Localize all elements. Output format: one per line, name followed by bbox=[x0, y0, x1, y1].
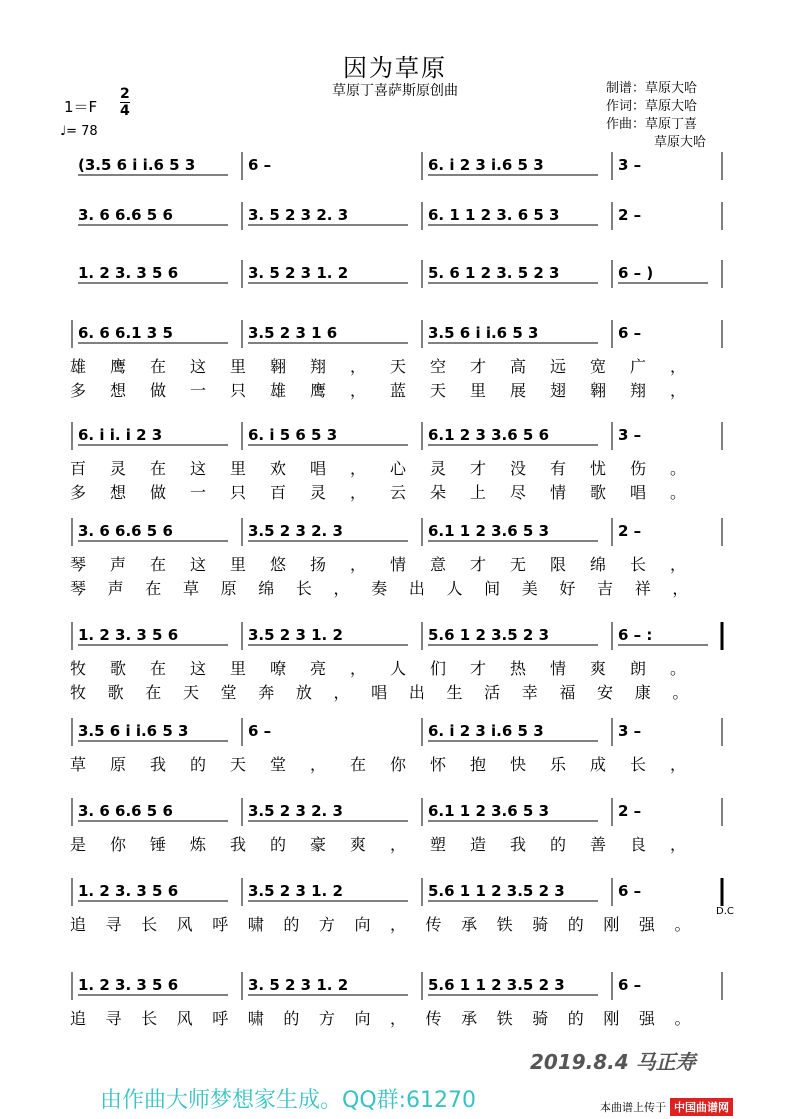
lyric-char: 呼 bbox=[212, 915, 229, 934]
lyric-char: 才 bbox=[470, 459, 487, 478]
lyric-char: 展 bbox=[510, 381, 527, 400]
lyric-line bbox=[70, 752, 730, 774]
lyric-char: ， bbox=[670, 835, 687, 854]
notation-line bbox=[70, 970, 730, 1004]
lyric-char: 人 bbox=[446, 579, 463, 598]
lyric-char: 翅 bbox=[550, 381, 567, 400]
lyric-char: 没 bbox=[510, 459, 527, 478]
upload-text: 本曲谱上传于 bbox=[600, 1100, 666, 1114]
lyric-char: 这 bbox=[190, 357, 207, 376]
lyric-char: 铁 bbox=[496, 915, 513, 934]
lyric-char: 雄 bbox=[70, 357, 87, 376]
lyric-char: 传 bbox=[425, 915, 442, 934]
lyric-char: 寻 bbox=[105, 1009, 122, 1028]
lyric-char: 天 bbox=[182, 683, 199, 702]
lyric-char: 刚 bbox=[603, 1009, 620, 1028]
lyric-char: ， bbox=[350, 483, 367, 502]
lyric-char: ， bbox=[350, 459, 367, 478]
lyric-char: 伤 bbox=[630, 459, 647, 478]
meter-bottom: 4 bbox=[120, 103, 130, 119]
tempo-marking bbox=[60, 124, 98, 139]
lyric-char: 情 bbox=[550, 659, 567, 678]
notation-line bbox=[70, 716, 730, 750]
lyric-char: 的 bbox=[283, 915, 300, 934]
score-title: 因为草原 bbox=[343, 54, 447, 82]
lyric-char: 呼 bbox=[212, 1009, 229, 1028]
lyric-char: 远 bbox=[550, 357, 567, 376]
lyric-char: 无 bbox=[510, 555, 527, 574]
measure-notes: 1. 2 3. 3 5 6 bbox=[78, 976, 179, 994]
measure-notes: 1. 2 3. 3 5 6 bbox=[78, 882, 179, 900]
lyric-char: 承 bbox=[461, 1009, 478, 1028]
lyric-char: 。 bbox=[672, 683, 689, 702]
lyric-char: 锤 bbox=[150, 835, 167, 854]
lyric-char: 风 bbox=[176, 915, 193, 934]
lyric-char: 在 bbox=[150, 357, 167, 376]
lyric-char: 的 bbox=[270, 835, 287, 854]
lyric-char: 原 bbox=[220, 579, 237, 598]
lyric-char: 里 bbox=[230, 659, 247, 678]
notation-line bbox=[70, 516, 730, 550]
lyric-char: 造 bbox=[470, 835, 487, 854]
notation-line bbox=[70, 150, 730, 184]
key-signature: 1＝F bbox=[64, 98, 98, 116]
notation-line bbox=[70, 200, 730, 234]
lyric-char: 这 bbox=[190, 459, 207, 478]
lyric-char: ， bbox=[350, 659, 367, 678]
lyric-char: 塑 bbox=[430, 835, 447, 854]
measure-notes: 3. 5 2 3 1. 2 bbox=[248, 264, 349, 282]
lyric-char: ， bbox=[310, 755, 327, 774]
lyric-char: 限 bbox=[550, 555, 567, 574]
notation-line bbox=[70, 620, 730, 654]
measure-notes: 6 – bbox=[618, 976, 642, 994]
lyric-char: 声 bbox=[107, 579, 124, 598]
lyric-char: 是 bbox=[70, 835, 87, 854]
lyric-char: 情 bbox=[390, 555, 407, 574]
lyric-char: 。 bbox=[670, 659, 687, 678]
measure-notes: 6 – ) bbox=[618, 264, 654, 282]
lyric-char: 欢 bbox=[270, 459, 287, 478]
lyric-char: 成 bbox=[590, 755, 607, 774]
lyric-line bbox=[70, 680, 730, 702]
measure-notes: 3.5 6 i i.6 5 3 bbox=[78, 722, 189, 740]
lyric-char: 灵 bbox=[110, 459, 127, 478]
lyric-char: 承 bbox=[461, 915, 478, 934]
lyric-char: 才 bbox=[470, 555, 487, 574]
measure-notes: 2 – bbox=[618, 206, 642, 224]
lyric-line bbox=[70, 656, 730, 678]
lyric-char: 啸 bbox=[247, 915, 264, 934]
lyric-char: ， bbox=[670, 555, 687, 574]
lyric-char: 人 bbox=[390, 659, 407, 678]
lyric-char: 琴 bbox=[70, 579, 87, 598]
lyric-char: 牧 bbox=[70, 683, 87, 702]
lyric-char: 牧 bbox=[70, 659, 87, 678]
lyric-char: 铁 bbox=[496, 1009, 513, 1028]
credit-line: 作词：草原大哈 bbox=[606, 99, 698, 114]
measure-notes: 3. 6 6.6 5 6 bbox=[78, 522, 173, 540]
lyric-char: 高 bbox=[510, 357, 527, 376]
lyric-char: 强 bbox=[638, 1009, 655, 1028]
lyric-char: 方 bbox=[318, 915, 335, 934]
measure-notes: 6. i i. i 2 3 bbox=[78, 426, 163, 444]
lyric-char: 豪 bbox=[310, 835, 327, 854]
measure-notes: 6 – bbox=[248, 156, 272, 174]
lyric-char: 我 bbox=[230, 835, 247, 854]
measure-notes: 6. 1 1 2 3. 6 5 3 bbox=[428, 206, 560, 224]
time-signature bbox=[120, 86, 130, 119]
lyric-line bbox=[70, 552, 730, 574]
lyric-char: 里 bbox=[230, 555, 247, 574]
lyric-char: 的 bbox=[283, 1009, 300, 1028]
lyric-char: 绵 bbox=[590, 555, 607, 574]
lyric-char: 天 bbox=[430, 381, 447, 400]
lyric-line bbox=[70, 378, 730, 400]
lyric-char: 原 bbox=[110, 755, 127, 774]
measure-notes: 6 – : bbox=[618, 626, 653, 644]
lyric-char: 云 bbox=[390, 483, 407, 502]
measure-notes: 2 – bbox=[618, 802, 642, 820]
lyric-char: 的 bbox=[190, 755, 207, 774]
lyric-char: 啸 bbox=[247, 1009, 264, 1028]
lyric-char: 歌 bbox=[590, 483, 607, 502]
quarter-note-icon: ♩ bbox=[60, 124, 67, 139]
measure-notes: 1. 2 3. 3 5 6 bbox=[78, 626, 179, 644]
lyric-char: 翔 bbox=[310, 357, 327, 376]
lyric-char: 出 bbox=[408, 683, 425, 702]
lyric-char: 风 bbox=[176, 1009, 193, 1028]
lyric-char: 在 bbox=[145, 579, 162, 598]
measure-notes: 5.6 1 2 3.5 2 3 bbox=[428, 626, 550, 644]
lyric-char: 灵 bbox=[430, 459, 447, 478]
lyric-char: 扬 bbox=[310, 555, 327, 574]
lyric-line bbox=[70, 912, 730, 934]
lyric-char: 想 bbox=[110, 381, 127, 400]
measure-notes: 3. 5 2 3 1. 2 bbox=[248, 976, 349, 994]
lyric-char: 传 bbox=[425, 1009, 442, 1028]
credit-line: 制谱：草原大哈 bbox=[606, 81, 698, 96]
lyric-char: 天 bbox=[230, 755, 247, 774]
meter-top: 2 bbox=[120, 86, 130, 102]
lyric-char: 出 bbox=[408, 579, 425, 598]
footer-promo: 由作曲大师梦想家生成。QQ群:61270 bbox=[100, 1088, 477, 1113]
measure-notes: 3. 5 2 3 2. 3 bbox=[248, 206, 349, 224]
lyric-char: 善 bbox=[590, 835, 607, 854]
credits bbox=[606, 80, 706, 152]
lyric-char: ， bbox=[670, 357, 687, 376]
lyric-char: 只 bbox=[230, 381, 247, 400]
measure-notes: 6. 6 6.1 3 5 bbox=[78, 324, 173, 342]
measure-notes: 6.1 1 2 3.6 5 3 bbox=[428, 522, 550, 540]
lyric-char: 寻 bbox=[105, 915, 122, 934]
lyric-line bbox=[70, 456, 730, 478]
lyric-char: ， bbox=[672, 579, 689, 598]
lyric-char: 草 bbox=[182, 579, 199, 598]
measure-notes: 3.5 2 3 1. 2 bbox=[248, 626, 343, 644]
lyric-char: 我 bbox=[510, 835, 527, 854]
notation-line bbox=[70, 420, 730, 454]
measure-notes: 3.5 6 i i.6 5 3 bbox=[428, 324, 539, 342]
lyric-char: 声 bbox=[110, 555, 127, 574]
lyric-char: 堂 bbox=[220, 683, 237, 702]
measure-notes: 6. i 2 3 i.6 5 3 bbox=[428, 722, 544, 740]
lyric-char: 广 bbox=[630, 357, 647, 376]
lyric-char: 做 bbox=[150, 381, 167, 400]
measure-notes: 6. i 2 3 i.6 5 3 bbox=[428, 156, 544, 174]
lyric-char: 你 bbox=[110, 835, 127, 854]
lyric-char: 长 bbox=[295, 579, 312, 598]
lyric-char: 的 bbox=[567, 915, 584, 934]
lyric-char: 的 bbox=[550, 835, 567, 854]
lyric-char: 生 bbox=[446, 683, 463, 702]
lyric-char: 绵 bbox=[258, 579, 275, 598]
credit-line: 作曲：草原丁喜 bbox=[606, 117, 698, 132]
measure-notes: 6 – bbox=[248, 722, 272, 740]
dc-marking: D.C bbox=[716, 906, 734, 917]
score-subtitle: 草原丁喜萨斯原创曲 bbox=[332, 83, 458, 99]
lyric-char: 热 bbox=[510, 659, 527, 678]
measure-notes: 5.6 1 1 2 3.5 2 3 bbox=[428, 882, 565, 900]
measure-notes: 3 – bbox=[618, 156, 642, 174]
lyric-char: 们 bbox=[430, 659, 447, 678]
lyric-char: 草 bbox=[70, 755, 87, 774]
lyric-char: 。 bbox=[670, 459, 687, 478]
tempo-value: = 78 bbox=[66, 124, 98, 139]
measure-notes: 6. i 5 6 5 3 bbox=[248, 426, 338, 444]
lyric-char: 怀 bbox=[430, 755, 447, 774]
lyric-line bbox=[70, 576, 730, 598]
lyric-char: 堂 bbox=[270, 755, 287, 774]
lyric-char: 一 bbox=[190, 483, 207, 502]
lyric-char: 唱 bbox=[630, 483, 647, 502]
lyric-char: 心 bbox=[390, 459, 407, 478]
lyric-char: ， bbox=[670, 381, 687, 400]
lyric-char: 在 bbox=[150, 659, 167, 678]
measure-notes: 3.5 2 3 1 6 bbox=[248, 324, 338, 342]
lyric-char: 嘹 bbox=[270, 659, 287, 678]
measure-notes: 6 – bbox=[618, 324, 642, 342]
measure-notes: 5.6 1 1 2 3.5 2 3 bbox=[428, 976, 565, 994]
lyric-char: 空 bbox=[430, 357, 447, 376]
lyric-char: 乐 bbox=[550, 755, 567, 774]
measure-notes: 3.5 2 3 2. 3 bbox=[248, 802, 343, 820]
lyric-char: 多 bbox=[70, 381, 87, 400]
lyric-char: 亮 bbox=[310, 659, 327, 678]
lyric-char: 安 bbox=[597, 683, 614, 702]
lyric-char: 追 bbox=[70, 1009, 87, 1028]
lyric-char: 奔 bbox=[258, 683, 275, 702]
lyric-char: ， bbox=[350, 555, 367, 574]
lyric-char: 朗 bbox=[630, 659, 647, 678]
lyric-char: 我 bbox=[150, 755, 167, 774]
lyric-char: 祥 bbox=[634, 579, 651, 598]
lyric-char: 长 bbox=[630, 755, 647, 774]
measure-notes: 1. 2 3. 3 5 6 bbox=[78, 264, 179, 282]
credit-line: 草原大哈 bbox=[654, 135, 707, 150]
lyric-char: 这 bbox=[190, 555, 207, 574]
lyric-char: 蓝 bbox=[390, 381, 407, 400]
lyric-char: 一 bbox=[190, 381, 207, 400]
lyric-char: 多 bbox=[70, 483, 87, 502]
lyric-char: 情 bbox=[550, 483, 567, 502]
lyric-char: 良 bbox=[630, 835, 647, 854]
lyric-char: 骑 bbox=[532, 1009, 549, 1028]
lyric-char: 刚 bbox=[603, 915, 620, 934]
lyric-char: 百 bbox=[70, 459, 87, 478]
lyric-char: 朵 bbox=[430, 483, 447, 502]
lyric-char: 。 bbox=[674, 915, 691, 934]
lyric-char: 美 bbox=[521, 579, 538, 598]
lyric-char: 长 bbox=[141, 915, 158, 934]
notation-line bbox=[70, 318, 730, 352]
lyric-char: 幸 bbox=[521, 683, 538, 702]
lyric-char: 在 bbox=[150, 459, 167, 478]
date-signature: 2019.8.4 马正寿 bbox=[530, 1050, 696, 1074]
lyric-char: 灵 bbox=[310, 483, 327, 502]
lyric-char: 翱 bbox=[590, 381, 607, 400]
upload-badge[interactable] bbox=[600, 1094, 790, 1119]
lyric-char: 爽 bbox=[590, 659, 607, 678]
lyric-char: 做 bbox=[150, 483, 167, 502]
lyric-char: 向 bbox=[354, 915, 371, 934]
lyric-char: 在 bbox=[350, 755, 367, 774]
lyric-char: 唱 bbox=[371, 683, 388, 702]
lyric-char: ， bbox=[333, 579, 350, 598]
lyric-char: ， bbox=[350, 381, 367, 400]
measure-notes: 3. 6 6.6 5 6 bbox=[78, 802, 173, 820]
measure-notes: 3.5 2 3 1. 2 bbox=[248, 882, 343, 900]
measure-notes: 6 – bbox=[618, 882, 642, 900]
lyric-char: 吉 bbox=[597, 579, 614, 598]
lyric-char: 好 bbox=[559, 579, 576, 598]
lyric-char: 里 bbox=[230, 459, 247, 478]
measure-notes: 3.5 2 3 2. 3 bbox=[248, 522, 343, 540]
lyric-char: ， bbox=[390, 915, 407, 934]
lyric-char: 天 bbox=[390, 357, 407, 376]
lyric-char: 在 bbox=[150, 555, 167, 574]
lyric-char: 的 bbox=[567, 1009, 584, 1028]
measure-notes: 5. 6 1 2 3. 5 2 3 bbox=[428, 264, 560, 282]
lyric-char: 歌 bbox=[107, 683, 124, 702]
lyric-char: 康 bbox=[634, 683, 651, 702]
lyric-char: ， bbox=[333, 683, 350, 702]
lyric-char: 才 bbox=[470, 659, 487, 678]
lyric-char: 悠 bbox=[270, 555, 287, 574]
notation-line bbox=[70, 876, 730, 910]
lyric-char: 想 bbox=[110, 483, 127, 502]
lyric-char: 爽 bbox=[350, 835, 367, 854]
lyric-char: 抱 bbox=[470, 755, 487, 774]
lyric-char: 向 bbox=[354, 1009, 371, 1028]
site-logo[interactable]: 中国曲谱网 bbox=[670, 1098, 733, 1116]
lyric-char: 才 bbox=[470, 357, 487, 376]
lyric-char: 上 bbox=[470, 483, 487, 502]
measure-notes: (3.5 6 i i.6 5 3 bbox=[78, 156, 196, 174]
measure-notes: 2 – bbox=[618, 522, 642, 540]
lyric-char: 方 bbox=[318, 1009, 335, 1028]
lyric-char: 鹰 bbox=[110, 357, 127, 376]
lyric-char: 鹰 bbox=[310, 381, 327, 400]
lyric-char: 忧 bbox=[590, 459, 607, 478]
lyric-char: 里 bbox=[470, 381, 487, 400]
lyric-char: 歌 bbox=[110, 659, 127, 678]
measure-notes: 3 – bbox=[618, 722, 642, 740]
notation-line bbox=[70, 796, 730, 830]
lyric-char: 雄 bbox=[270, 381, 287, 400]
lyric-char: 这 bbox=[190, 659, 207, 678]
lyric-char: 长 bbox=[630, 555, 647, 574]
lyric-line bbox=[70, 1006, 730, 1028]
lyric-char: 意 bbox=[430, 555, 447, 574]
lyric-char: 骑 bbox=[532, 915, 549, 934]
lyric-char: ， bbox=[670, 755, 687, 774]
notation-line bbox=[70, 258, 730, 292]
lyric-char: 你 bbox=[390, 755, 407, 774]
lyric-char: 福 bbox=[559, 683, 576, 702]
measure-notes: 3. 6 6.6 5 6 bbox=[78, 206, 173, 224]
lyric-char: 翔 bbox=[630, 381, 647, 400]
lyric-line bbox=[70, 354, 730, 376]
measure-notes: 3 – bbox=[618, 426, 642, 444]
lyric-char: ， bbox=[350, 357, 367, 376]
lyric-char: 强 bbox=[638, 915, 655, 934]
lyric-char: 活 bbox=[484, 683, 501, 702]
lyric-char: ， bbox=[390, 835, 407, 854]
lyric-char: ， bbox=[390, 1009, 407, 1028]
lyric-char: 只 bbox=[230, 483, 247, 502]
lyric-char: 尽 bbox=[510, 483, 527, 502]
lyric-char: 唱 bbox=[310, 459, 327, 478]
lyric-char: 琴 bbox=[70, 555, 87, 574]
lyric-char: 百 bbox=[270, 483, 287, 502]
lyric-char: 。 bbox=[670, 483, 687, 502]
lyric-char: 炼 bbox=[190, 835, 207, 854]
lyric-char: 。 bbox=[674, 1009, 691, 1028]
lyric-char: 间 bbox=[484, 579, 501, 598]
lyric-char: 宽 bbox=[590, 357, 607, 376]
measure-notes: 6.1 1 2 3.6 5 3 bbox=[428, 802, 550, 820]
lyric-char: 翱 bbox=[270, 357, 287, 376]
lyric-char: 在 bbox=[145, 683, 162, 702]
lyric-char: 快 bbox=[510, 755, 527, 774]
measure-notes: 6.1 2 3 3.6 5 6 bbox=[428, 426, 550, 444]
lyric-line bbox=[70, 832, 730, 854]
lyric-char: 奏 bbox=[371, 579, 388, 598]
lyric-char: 长 bbox=[141, 1009, 158, 1028]
lyric-char: 放 bbox=[295, 683, 312, 702]
lyric-char: 里 bbox=[230, 357, 247, 376]
lyric-line bbox=[70, 480, 730, 502]
lyric-char: 有 bbox=[550, 459, 567, 478]
lyric-char: 追 bbox=[70, 915, 87, 934]
